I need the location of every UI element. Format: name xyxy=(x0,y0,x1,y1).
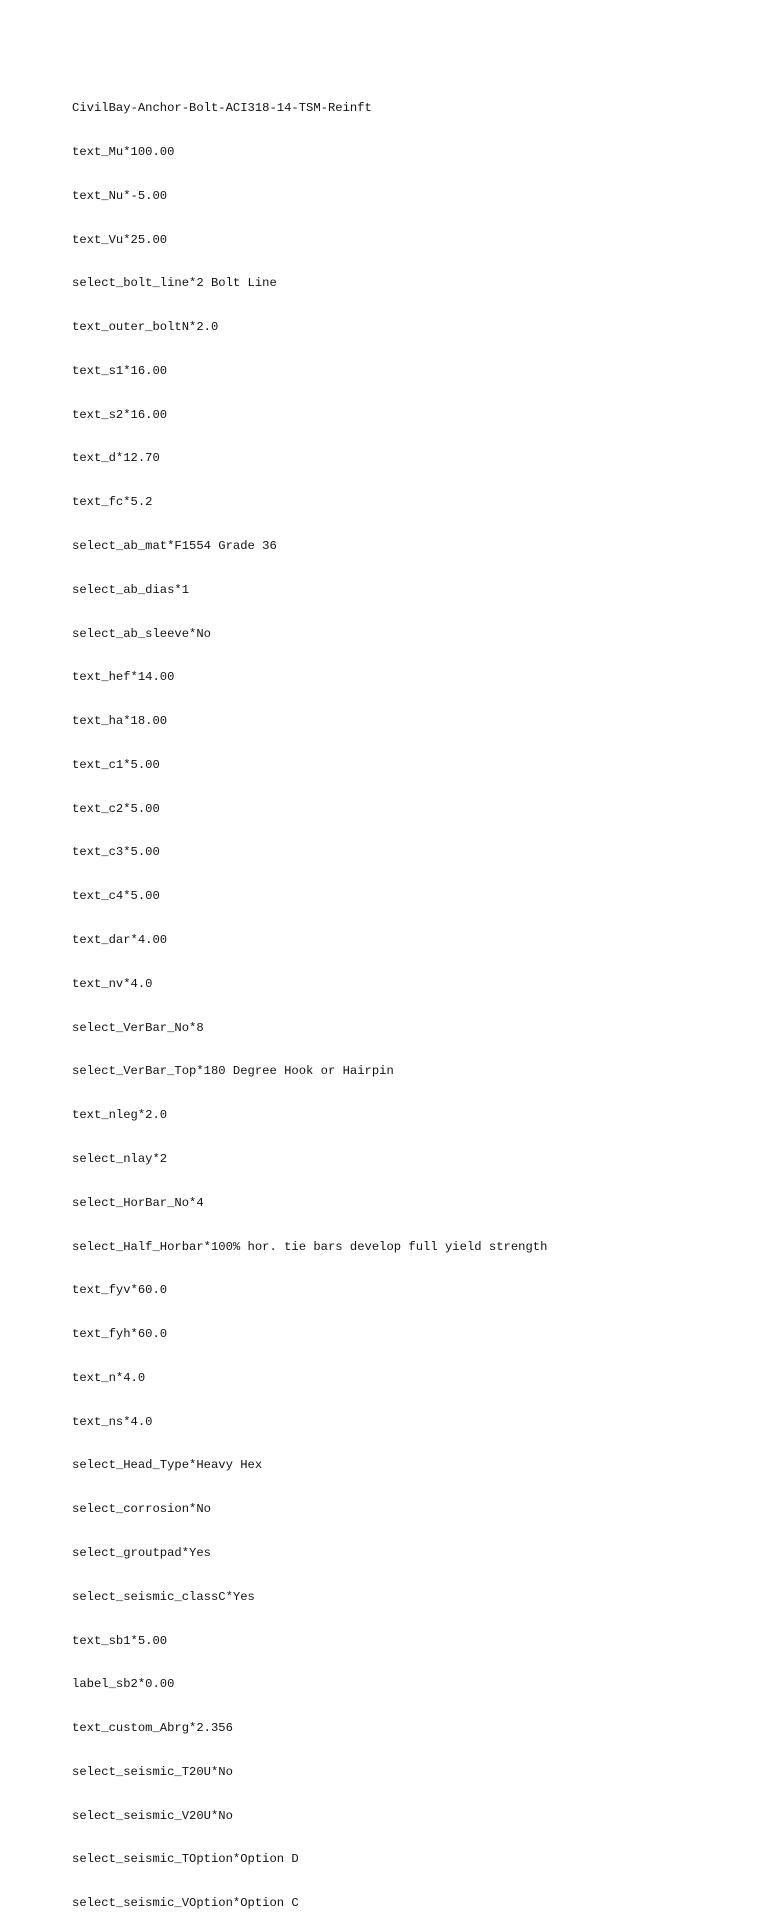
text-line: text_fyh*60.0 xyxy=(72,1327,168,1342)
text-line: select_seismic_V20U*No xyxy=(72,1808,233,1823)
text-line: text_s2*16.00 xyxy=(72,407,168,422)
text-line: select_seismic_TOption*Option D xyxy=(72,1852,299,1867)
text-line: text_Mu*100.00 xyxy=(72,144,175,159)
text-line: select_VerBar_Top*180 Degree Hook or Hairpin xyxy=(72,1064,394,1079)
text-line: text_c3*5.00 xyxy=(72,845,160,860)
text-line: text_nv*4.0 xyxy=(72,976,153,991)
text-line: text_Vu*25.00 xyxy=(72,232,168,247)
document-body xyxy=(72,72,547,1925)
text-line: text_fyv*60.0 xyxy=(72,1283,168,1298)
text-line: text_outer_boltN*2.0 xyxy=(72,320,219,335)
text-line: select_ab_mat*F1554 Grade 36 xyxy=(72,539,277,553)
text-line: text_sb1*5.00 xyxy=(72,1633,168,1648)
text-line: text_n*4.0 xyxy=(72,1370,146,1385)
text-line: select_bolt_line*2 Bolt Line xyxy=(72,276,277,291)
text-line: text_hef*14.00 xyxy=(72,670,175,685)
text-line: select_ab_sleeve*No xyxy=(72,626,211,641)
text-line: text_fc*5.2 xyxy=(72,495,153,510)
text-line: select_seismic_classC*Yes xyxy=(72,1589,255,1604)
text-line: select_corrosion*No xyxy=(72,1502,211,1517)
text-line: text_s1*16.00 xyxy=(72,363,168,378)
text-line: text_ns*4.0 xyxy=(72,1414,153,1429)
text-line: select_groutpad*Yes xyxy=(72,1545,211,1560)
text-line: select_seismic_VOption*Option C xyxy=(72,1896,299,1911)
text-line: text_c2*5.00 xyxy=(72,801,160,816)
text-line: text_custom_Abrg*2.356 xyxy=(72,1721,233,1736)
text-line: text_d*12.70 xyxy=(72,451,160,466)
text-line: text_c4*5.00 xyxy=(72,889,160,904)
text-line: text_ha*18.00 xyxy=(72,714,168,729)
text-line: select_ab_dias*1 xyxy=(72,582,190,597)
text-line: text_dar*4.00 xyxy=(72,933,168,948)
text-line: select_nlay*2 xyxy=(72,1151,168,1166)
text-line: select_Head_Type*Heavy Hex xyxy=(72,1458,263,1473)
text-line: select_VerBar_No*8 xyxy=(72,1020,204,1035)
text-line: select_Half_Horbar*100% hor. tie bars develop full yield strength xyxy=(72,1239,548,1254)
text-line: select_seismic_T20U*No xyxy=(72,1764,233,1779)
document-title-line: CivilBay-Anchor-Bolt-ACI318-14-TSM-Reinft xyxy=(72,101,372,116)
text-line: select_HorBar_No*4 xyxy=(72,1195,204,1210)
text-line: text_nleg*2.0 xyxy=(72,1108,168,1123)
text-line: text_Nu*-5.00 xyxy=(72,188,168,203)
text-line: label_sb2*0.00 xyxy=(72,1677,175,1692)
text-line: text_c1*5.00 xyxy=(72,757,160,772)
